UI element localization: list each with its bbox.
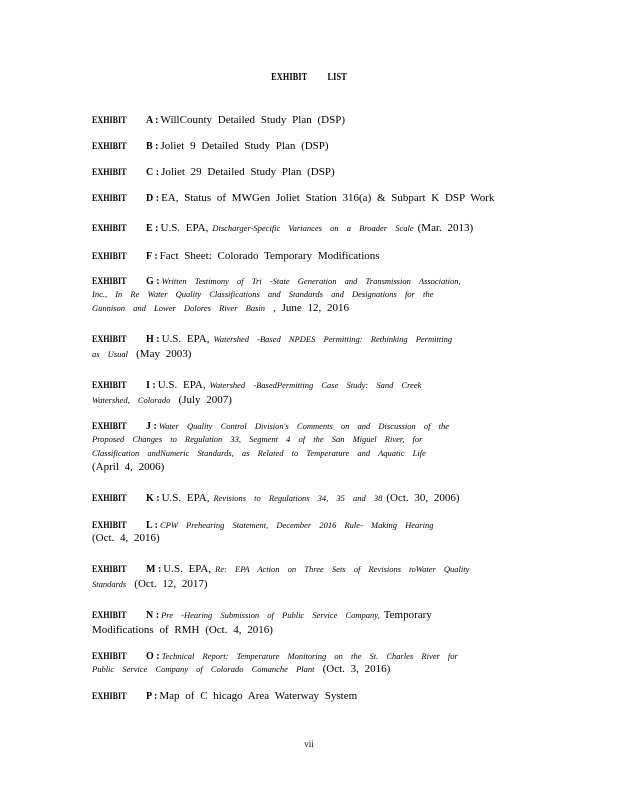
exhibit-label: EXHIBIT (92, 224, 127, 234)
exhibit-title: Technical Report: Temperature Monitoring on the St. Charles River for (161, 651, 458, 661)
exhibit-label: EXHIBIT (92, 494, 127, 504)
exhibit-date: (Oct. 12, 2017) (134, 578, 208, 590)
exhibit-title: Watershed -BasedPermitting Case Study: Sand Creek (209, 380, 422, 390)
exhibit-description: Fact Sheet: Colorado Temporary Modifications (159, 250, 380, 262)
exhibit-date: , June 12, 2016 (273, 302, 350, 314)
exhibit-title: Water Quality Control Division's Comments on and Discussion of the (158, 421, 449, 431)
exhibit-letter: M : (146, 564, 162, 575)
exhibit-entry-b (92, 140, 522, 152)
exhibit-label: EXHIBIT (92, 521, 127, 531)
exhibit-label: EXHIBIT (92, 335, 127, 345)
exhibit-title-cont: Modifications of RMH (Oct. 4, 2016) (92, 624, 273, 636)
exhibit-entry-i (92, 375, 522, 407)
exhibit-title-cont: as Usual (92, 349, 128, 359)
exhibit-description: WillCounty Detailed Study Plan (DSP) (160, 114, 345, 126)
exhibit-author: U.S. EPA, (163, 563, 212, 575)
exhibit-description: Joliet 29 Detailed Study Plan (DSP) (161, 166, 335, 178)
exhibit-entry-h (92, 329, 522, 361)
exhibit-letter: L : (146, 520, 158, 531)
exhibit-letter: E : (146, 223, 159, 234)
exhibit-entry-d (92, 192, 522, 204)
exhibit-letter: J : (146, 421, 157, 432)
page-title: EXHIBIT LIST (271, 72, 347, 83)
exhibit-title-cont: Classification andNumeric Standards, as Related to Temperature and Aquatic Life (92, 448, 426, 458)
exhibit-label: EXHIBIT (92, 194, 127, 204)
exhibit-title: Pre -Hearing Submission of Public Service Company, (161, 610, 380, 620)
exhibit-title-plain: Temporary (383, 609, 432, 621)
exhibit-entry-l (92, 520, 522, 545)
exhibit-date: (Oct. 30, 2006) (386, 492, 460, 504)
exhibit-description: EA, Status of MWGen Joliet Station 316(a) & Subpart K DSP Work (161, 192, 495, 204)
exhibit-date: (Oct. 4, 2016) (92, 532, 160, 544)
exhibit-entry-o (92, 651, 522, 676)
exhibit-date: (July 2007) (178, 394, 232, 406)
exhibit-date: (Oct. 3, 2016) (322, 663, 391, 675)
exhibit-letter: A : (146, 115, 159, 126)
exhibit-letter: B : (146, 141, 159, 152)
exhibit-entry-g (92, 276, 522, 315)
exhibit-title: Revisions to Regulations 34, 35 and 38 (213, 493, 383, 503)
exhibit-label: EXHIBIT (92, 422, 127, 432)
exhibit-label: EXHIBIT (92, 116, 127, 126)
exhibit-author: U.S. EPA, (160, 222, 209, 234)
exhibit-entry-k (92, 488, 522, 506)
exhibit-letter: C : (146, 167, 160, 178)
exhibit-date: (Mar. 2013) (417, 222, 474, 234)
exhibit-title: CPW Prehearing Statement, December 2016 Rule- Making Hearing (159, 520, 434, 530)
exhibit-letter: G : (146, 276, 160, 287)
exhibit-author: U.S. EPA, (161, 492, 210, 504)
exhibit-description: Joliet 9 Detailed Study Plan (DSP) (160, 140, 329, 152)
exhibit-letter: N : (146, 610, 160, 621)
exhibit-label: EXHIBIT (92, 611, 127, 621)
exhibit-title-cont: Proposed Changes to Regulation 33, Segment 4 of the San Miguel River, for (92, 434, 423, 444)
exhibit-entry-c (92, 166, 522, 178)
exhibit-entry-f (92, 250, 522, 262)
exhibit-author: U.S. EPA, (161, 333, 210, 345)
exhibit-title-cont: Standards (92, 579, 127, 589)
exhibit-date: (May 2003) (136, 348, 192, 360)
exhibit-title: Written Testimony of Tri -State Generation and Transmission Association, (161, 276, 461, 286)
exhibit-title: Re: EPA Action on Three Sets of Revisions toWater Quality (215, 564, 470, 574)
exhibit-entry-p (92, 690, 522, 702)
exhibit-title: Watershed -Based NPDES Permitting: Rethinking Permitting (213, 334, 453, 344)
exhibit-letter: K : (146, 493, 160, 504)
exhibit-entry-m (92, 559, 522, 591)
exhibit-title-cont: Public Service Company of Colorado Comanche Plant (92, 664, 315, 674)
exhibit-entry-e (92, 218, 522, 236)
page-number: vii (304, 739, 314, 749)
exhibit-letter: I : (146, 380, 156, 391)
exhibit-label: EXHIBIT (92, 142, 127, 152)
exhibit-entry-a (92, 114, 522, 126)
exhibit-list (92, 114, 522, 716)
exhibit-date: (April 4, 2006) (92, 461, 165, 473)
exhibit-title-cont: Inc., In Re Water Quality Classifications and Standards and Designations for the (92, 289, 434, 299)
exhibit-letter: O : (146, 651, 160, 662)
exhibit-letter: H : (146, 334, 160, 345)
exhibit-label: EXHIBIT (92, 652, 127, 662)
exhibit-label: EXHIBIT (92, 381, 127, 391)
exhibit-letter: P : (146, 691, 158, 702)
exhibit-title-cont: Watershed, Colorado (92, 395, 171, 405)
exhibit-label: EXHIBIT (92, 692, 127, 702)
exhibit-letter: D : (146, 193, 160, 204)
exhibit-label: EXHIBIT (92, 168, 127, 178)
exhibit-author: U.S. EPA, (157, 379, 206, 391)
exhibit-entry-j (92, 421, 522, 474)
exhibit-label: EXHIBIT (92, 277, 127, 287)
exhibit-title-cont: Gunnison and Lower Dolores River Basin (92, 303, 266, 313)
exhibit-label: EXHIBIT (92, 252, 127, 262)
exhibit-label: EXHIBIT (92, 565, 127, 575)
exhibit-entry-n (92, 605, 522, 637)
exhibit-description: Map of C hicago Area Waterway System (159, 690, 358, 702)
exhibit-title: Discharger-Specific Variances on a Broader Scale (212, 223, 414, 233)
exhibit-letter: F : (146, 251, 158, 262)
